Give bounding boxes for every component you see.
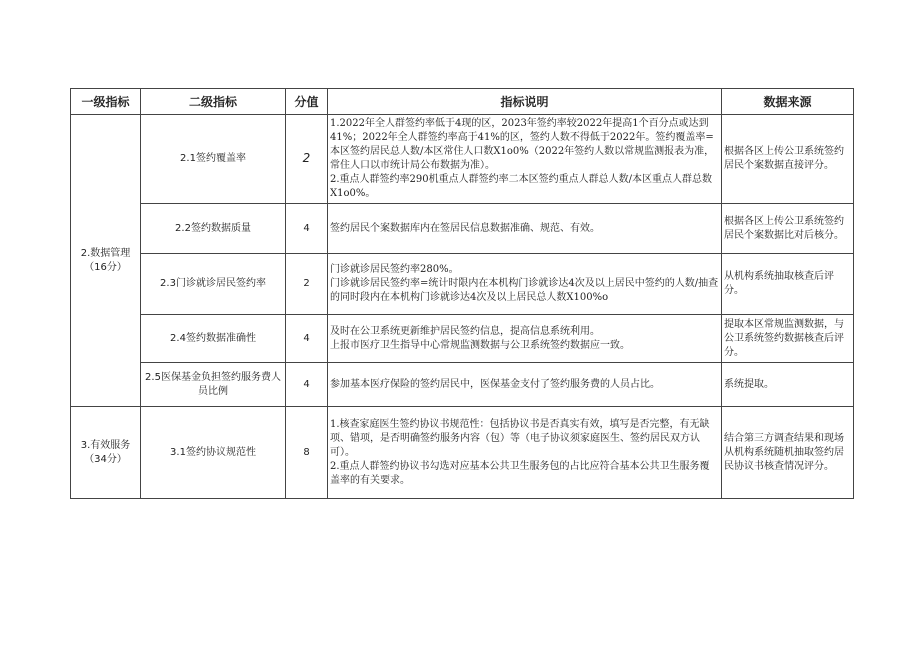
indicator-description <box>328 115 722 204</box>
table-row <box>71 315 854 363</box>
indicator-table <box>70 88 854 499</box>
table-row <box>71 204 854 254</box>
description-line: 1.核查家庭医生签约协议书规范性：包括协议书是否真实有效，填写是否完整，有无缺项、错项，是否明确签约服务内容（包）等（电子协议须家庭医生、签约居民双方认可）。 <box>330 418 710 458</box>
header-description: 指标说明 <box>328 89 722 115</box>
indicator-description <box>328 407 722 499</box>
score: 4 <box>286 363 328 407</box>
score: 8 <box>286 407 328 499</box>
data-source: 结合第三方调查结果和现场从机构系统随机抽取签约居民协议书核查情况评分。 <box>722 407 854 499</box>
data-source: 系统提取。 <box>722 363 854 407</box>
header-score: 分值 <box>286 89 328 115</box>
data-source: 根据各区上传公卫系统签约居民个案数据比对后核分。 <box>722 204 854 254</box>
score-value: 2 <box>302 151 311 165</box>
table-row <box>71 254 854 315</box>
sub-indicator: 2.1签约覆盖率 <box>141 115 286 204</box>
indicator-description <box>328 254 722 315</box>
indicator-description <box>328 204 722 254</box>
group-data-management: 2.数据管理（16分） <box>71 115 141 407</box>
data-source: 根据各区上传公卫系统签约居民个案数据直接评分。 <box>722 115 854 204</box>
header-level2: 二级指标 <box>141 89 286 115</box>
group-effective-service: 3.有效服务（34分） <box>71 407 141 499</box>
score: 4 <box>286 315 328 363</box>
sub-indicator: 2.3门诊就诊居民签约率 <box>141 254 286 315</box>
table-row <box>71 407 854 499</box>
table-row <box>71 115 854 204</box>
data-source: 从机构系统抽取核查后评分。 <box>722 254 854 315</box>
description-line: 门诊就诊居民签约率280%。 <box>330 264 459 275</box>
description-line: 1.2022年全人群签约率低于4现的区，2023年签约率较2022年提高1个百分点或达到41%；2022年全人群签约率高于41%的区，签约人数不得低于2022年。签约覆盖率=本区签约居民总人数/本区常住人口数X1o0%（2022年签约人数以常规监测报表为准，常住人口以市统计局公布数据为准）。 <box>330 118 715 171</box>
description-line: 上报市医疗卫生指导中心常规监测数据与公卫系统签约数据应一致。 <box>330 339 630 351</box>
data-source: 提取本区常规监测数据，与公卫系统签约数据核查后评分。 <box>722 315 854 363</box>
header-data-source: 数据来源 <box>722 89 854 115</box>
sub-indicator: 3.1签约协议规范性 <box>141 407 286 499</box>
score <box>286 115 328 204</box>
score: 2 <box>286 254 328 315</box>
score: 4 <box>286 204 328 254</box>
header-level1: 一级指标 <box>71 89 141 115</box>
indicator-description <box>328 363 722 407</box>
description-line: 门诊就诊居民签约率=统计时限内在本机构门诊就诊达4次及以上居民中签约的人数/抽查的同时段内在本机构门诊就诊达4次及以上居民总人数X100%o <box>330 278 719 303</box>
sub-indicator: 2.4签约数据准确性 <box>141 315 286 363</box>
description-line: 及时在公卫系统更新维护居民签约信息，提高信息系统利用。 <box>330 325 600 337</box>
description-line: 2.重点人群签约率290机重点人群签约率二本区签约重点人群总人数/本区重点人群总数X1o0%。 <box>330 174 712 199</box>
description-line: 2.重点人群签约协议书勾选对应基本公共卫生服务包的占比应符合基本公共卫生服务覆盖率的有关要求。 <box>330 460 710 486</box>
description-line: 签约居民个案数据库内在签居民信息数据准确、规范、有效。 <box>330 222 600 234</box>
table-row <box>71 363 854 407</box>
indicator-description <box>328 315 722 363</box>
description-line: 参加基本医疗保险的签约居民中，医保基金支付了签约服务费的人员占比。 <box>330 378 660 390</box>
header-row <box>71 89 854 115</box>
sub-indicator: 2.5医保基金负担签约服务费人员比例 <box>141 363 286 407</box>
sub-indicator: 2.2签约数据质量 <box>141 204 286 254</box>
